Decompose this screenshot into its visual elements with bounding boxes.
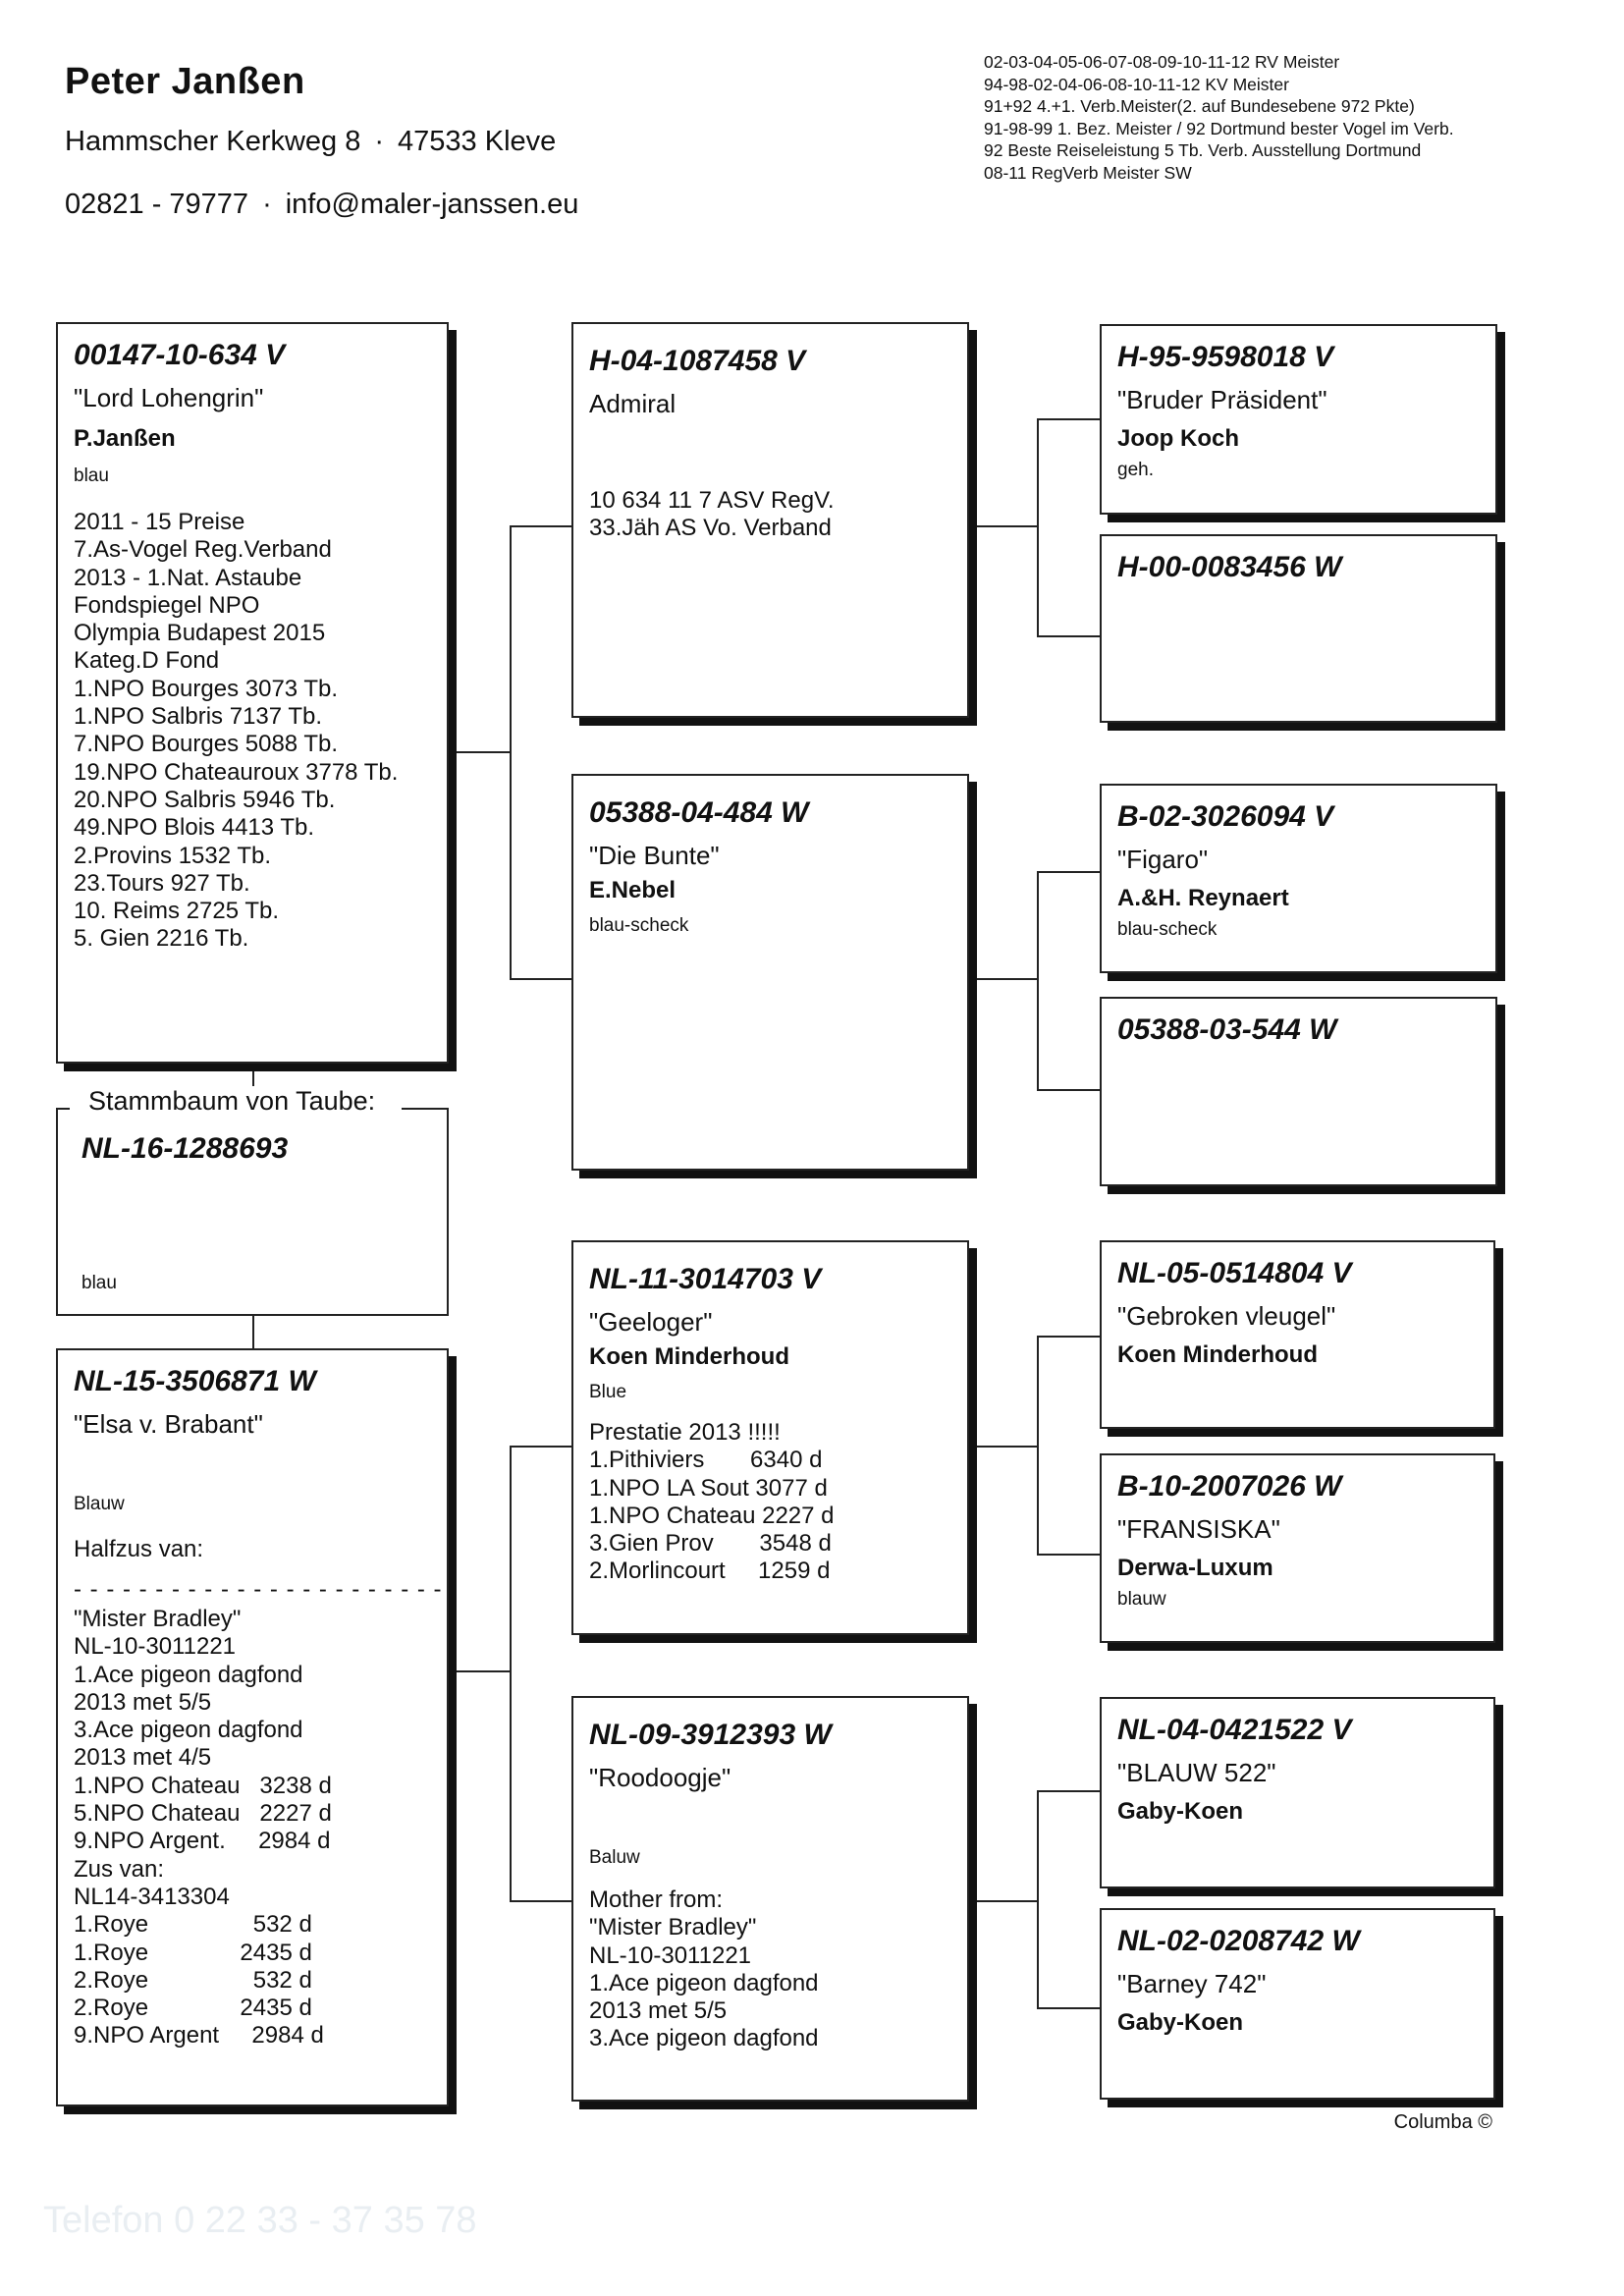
connector	[510, 525, 571, 527]
achievements-list	[984, 51, 1612, 184]
connector	[1037, 1336, 1039, 1555]
result-line: 7.NPO Bourges 5088 Tb.	[74, 731, 339, 758]
connector	[969, 1446, 1038, 1448]
dam-card	[56, 1348, 449, 2106]
owner-address: Hammscher Kerkweg 8 · 47533 Kleve	[65, 126, 557, 157]
breeder: Derwa-Luxum	[1117, 1555, 1273, 1581]
subject-color: blau	[81, 1273, 117, 1293]
connector	[969, 525, 1038, 527]
pigeon-name: "Bruder Präsident"	[1117, 385, 1327, 414]
result-line: 19.NPO Chateauroux 3778 Tb.	[74, 758, 399, 786]
result-line: "Mister Bradley"	[589, 1914, 757, 1941]
result-line: 7.As-Vogel Reg.Verband	[74, 536, 332, 564]
result-line: 1.Roye 2435 d	[74, 1939, 312, 1966]
result-line: NL-10-3011221	[589, 1941, 752, 1969]
ring-number: H-00-0083456 W	[1117, 551, 1342, 583]
achievement: 94-98-02-04-06-08-10-11-12 KV Meister	[984, 74, 1289, 94]
dam-dam-dam-card	[1100, 1908, 1495, 2100]
ring-number: 05388-03-544 W	[1117, 1013, 1337, 1046]
connector	[1037, 2007, 1100, 2009]
pigeon-name: "FRANSISKA"	[1117, 1514, 1280, 1544]
results-list	[589, 487, 953, 543]
dam-sire-dam-card	[1100, 1453, 1495, 1643]
result-line: 1.Pithiviers 6340 d	[589, 1447, 823, 1474]
owner-contact: 02821 - 79777 · info@maler-janssen.eu	[65, 189, 579, 220]
dam-dam-card	[571, 1696, 969, 2102]
copyright-note: Columba ©	[1393, 2111, 1492, 2133]
sire-card	[56, 322, 449, 1064]
breeder: E.Nebel	[589, 877, 677, 903]
feather-color: geh.	[1117, 460, 1154, 480]
result-line: Olympia Budapest 2015	[74, 620, 326, 647]
connector	[1037, 418, 1039, 636]
pigeon-name: "Lord Lohengrin"	[74, 383, 264, 412]
ring-number: NL-02-0208742 W	[1117, 1925, 1360, 1957]
result-line: 9.NPO Argent 2984 d	[74, 2022, 324, 2050]
connector	[1037, 871, 1039, 1090]
ring-number: H-04-1087458 V	[589, 345, 806, 377]
achievement: 91-98-99 1. Bez. Meister / 92 Dortmund bester Vogel im Verb.	[984, 118, 1454, 138]
dam-dam-sire-card	[1100, 1697, 1495, 1888]
connector	[510, 1900, 571, 1902]
divider: - - - - - - - - - - - - - - - - - - - - - - -	[74, 1576, 443, 1603]
achievement: 91+92 4.+1. Verb.Meister(2. auf Bundesebene 972 Pkte)	[984, 96, 1415, 116]
result-line: 2.Roye 532 d	[74, 1966, 312, 1994]
connector	[1037, 1089, 1100, 1091]
result-line: 9.NPO Argent. 2984 d	[74, 1828, 331, 1855]
result-line: NL14-3413304	[74, 1883, 230, 1910]
halfzus-label: Halfzus van:	[74, 1536, 204, 1562]
result-line: Mother from:	[589, 1886, 724, 1913]
result-line: 1.NPO Chateau 2227 d	[589, 1502, 835, 1529]
result-line: 1.Roye 532 d	[74, 1911, 312, 1939]
pigeon-name: Admiral	[589, 389, 677, 418]
result-line: 2.Roye 2435 d	[74, 1995, 312, 2022]
breeder: A.&H. Reynaert	[1117, 885, 1289, 911]
sire-dam-dam-card	[1100, 997, 1497, 1186]
results-list	[589, 1886, 953, 2053]
result-line: 5.NPO Chateau 2227 d	[74, 1800, 332, 1828]
result-line: 1.NPO LA Sout 3077 d	[589, 1474, 828, 1502]
result-line: 3.Ace pigeon dagfond	[74, 1717, 303, 1744]
connector	[1037, 1554, 1100, 1556]
results-list	[74, 1606, 433, 2050]
result-line: 1.Ace pigeon dagfond	[589, 1969, 819, 1996]
breeder: P.Janßen	[74, 425, 176, 452]
result-line: Fondspiegel NPO	[74, 591, 260, 619]
ring-number: 05388-04-484 W	[589, 796, 809, 829]
result-line: 10 634 11 7 ASV RegV.	[589, 487, 835, 514]
ring-number: NL-04-0421522 V	[1117, 1714, 1352, 1746]
result-line: 23.Tours 927 Tb.	[74, 869, 250, 897]
ring-number: NL-05-0514804 V	[1117, 1257, 1352, 1289]
connector	[510, 1446, 571, 1448]
connector	[449, 1670, 511, 1672]
connector	[510, 978, 571, 980]
breeder: Joop Koch	[1117, 425, 1239, 452]
connector	[510, 525, 512, 979]
city: 47533 Kleve	[398, 126, 557, 157]
ring-number: H-95-9598018 V	[1117, 341, 1334, 373]
result-line: 20.NPO Salbris 5946 Tb.	[74, 786, 336, 813]
sire-dam-sire-card	[1100, 784, 1497, 973]
feather-color: Blue	[589, 1382, 627, 1402]
result-line: 2.Morlincourt 1259 d	[589, 1558, 831, 1585]
result-line: 3.Gien Prov 3548 d	[589, 1530, 832, 1558]
pigeon-name: "Figaro"	[1117, 845, 1209, 874]
result-line: 1.NPO Salbris 7137 Tb.	[74, 703, 323, 731]
feather-color: blau-scheck	[1117, 919, 1218, 940]
achievement: 08-11 RegVerb Meister SW	[984, 162, 1192, 183]
breeder: Gaby-Koen	[1117, 1798, 1244, 1825]
feather-color: Baluw	[589, 1847, 640, 1868]
feather-color: Blauw	[74, 1494, 125, 1514]
result-line: 3.Ace pigeon dagfond	[589, 2025, 819, 2052]
result-line: 33.Jäh AS Vo. Verband	[589, 515, 832, 542]
ring-number: B-10-2007026 W	[1117, 1470, 1342, 1503]
ring-number: NL-11-3014703 V	[589, 1263, 822, 1295]
result-line: Prestatie 2013 !!!!!	[589, 1419, 781, 1446]
result-line: 49.NPO Blois 4413 Tb.	[74, 814, 315, 842]
ring-number: 00147-10-634 V	[74, 339, 286, 371]
feather-color: blau-scheck	[589, 915, 689, 936]
subject-card	[56, 1108, 449, 1316]
result-line: 1.NPO Bourges 3073 Tb.	[74, 675, 339, 702]
sire-sire-card	[571, 322, 969, 718]
result-line: 2011 - 15 Preise	[74, 509, 245, 535]
connector	[1037, 1336, 1100, 1338]
result-line: NL-10-3011221	[74, 1633, 237, 1661]
result-line: 1.NPO Chateau 3238 d	[74, 1772, 332, 1799]
sire-sire-dam-card	[1100, 534, 1497, 723]
connector	[1037, 1790, 1100, 1792]
connector	[1037, 635, 1100, 637]
pigeon-name: "BLAUW 522"	[1117, 1758, 1276, 1787]
result-line: 5. Gien 2216 Tb.	[74, 925, 249, 953]
watermark-text: Telefon 0 22 33 - 37 35 78	[43, 2200, 477, 2241]
result-line: "Mister Bradley"	[74, 1606, 242, 1632]
results-list	[589, 1419, 953, 1586]
connector	[1037, 1790, 1039, 2008]
breeder: Koen Minderhoud	[589, 1343, 789, 1370]
result-line: 2.Provins 1532 Tb.	[74, 842, 272, 869]
connector	[969, 978, 1038, 980]
result-line: 2013 met 5/5	[589, 1997, 728, 2025]
email[interactable]: info@maler-janssen.eu	[285, 189, 579, 220]
connector	[449, 751, 511, 753]
subject-ring-number: NL-16-1288693	[81, 1132, 289, 1165]
pigeon-name: "Elsa v. Brabant"	[74, 1409, 263, 1439]
street: Hammscher Kerkweg 8	[65, 126, 361, 157]
ring-number: B-02-3026094 V	[1117, 800, 1334, 833]
connector	[1037, 418, 1100, 420]
feather-color: blauw	[1117, 1589, 1166, 1610]
results-list	[74, 509, 433, 954]
achievement: 02-03-04-05-06-07-08-09-10-11-12 RV Meister	[984, 52, 1340, 72]
ring-number: NL-15-3506871 W	[74, 1365, 316, 1397]
result-line: 1.Ace pigeon dagfond	[74, 1661, 303, 1688]
dam-sire-sire-card	[1100, 1240, 1495, 1429]
result-line: Kateg.D Fond	[74, 647, 220, 675]
connector	[252, 1316, 254, 1348]
pigeon-name: "Barney 742"	[1117, 1969, 1267, 1998]
sire-sire-sire-card	[1100, 324, 1497, 515]
sire-dam-card	[571, 774, 969, 1171]
connector	[969, 1900, 1038, 1902]
pigeon-name: "Die Bunte"	[589, 841, 720, 870]
pedigree-title: Stammbaum von Taube:	[81, 1086, 383, 1117]
connector	[510, 1446, 512, 1901]
result-line: 10. Reims 2725 Tb.	[74, 898, 280, 925]
feather-color: blau	[74, 465, 109, 486]
pigeon-name: "Roodoogje"	[589, 1763, 731, 1792]
achievement: 92 Beste Reiseleistung 5 Tb. Verb. Ausstellung Dortmund	[984, 140, 1422, 160]
pigeon-name: "Gebroken vleugel"	[1117, 1301, 1336, 1331]
result-line: 2013 met 5/5	[74, 1688, 212, 1716]
dam-sire-card	[571, 1240, 969, 1635]
pigeon-name: "Geeloger"	[589, 1307, 713, 1337]
connector	[1037, 871, 1100, 873]
result-line: 2013 - 1.Nat. Astaube	[74, 564, 302, 591]
owner-name: Peter Janßen	[65, 61, 305, 102]
phone: 02821 - 79777	[65, 189, 249, 220]
ring-number: NL-09-3912393 W	[589, 1719, 832, 1751]
breeder: Gaby-Koen	[1117, 2009, 1244, 2036]
breeder: Koen Minderhoud	[1117, 1341, 1318, 1368]
result-line: Zus van:	[74, 1855, 165, 1883]
result-line: 2013 met 4/5	[74, 1744, 212, 1772]
